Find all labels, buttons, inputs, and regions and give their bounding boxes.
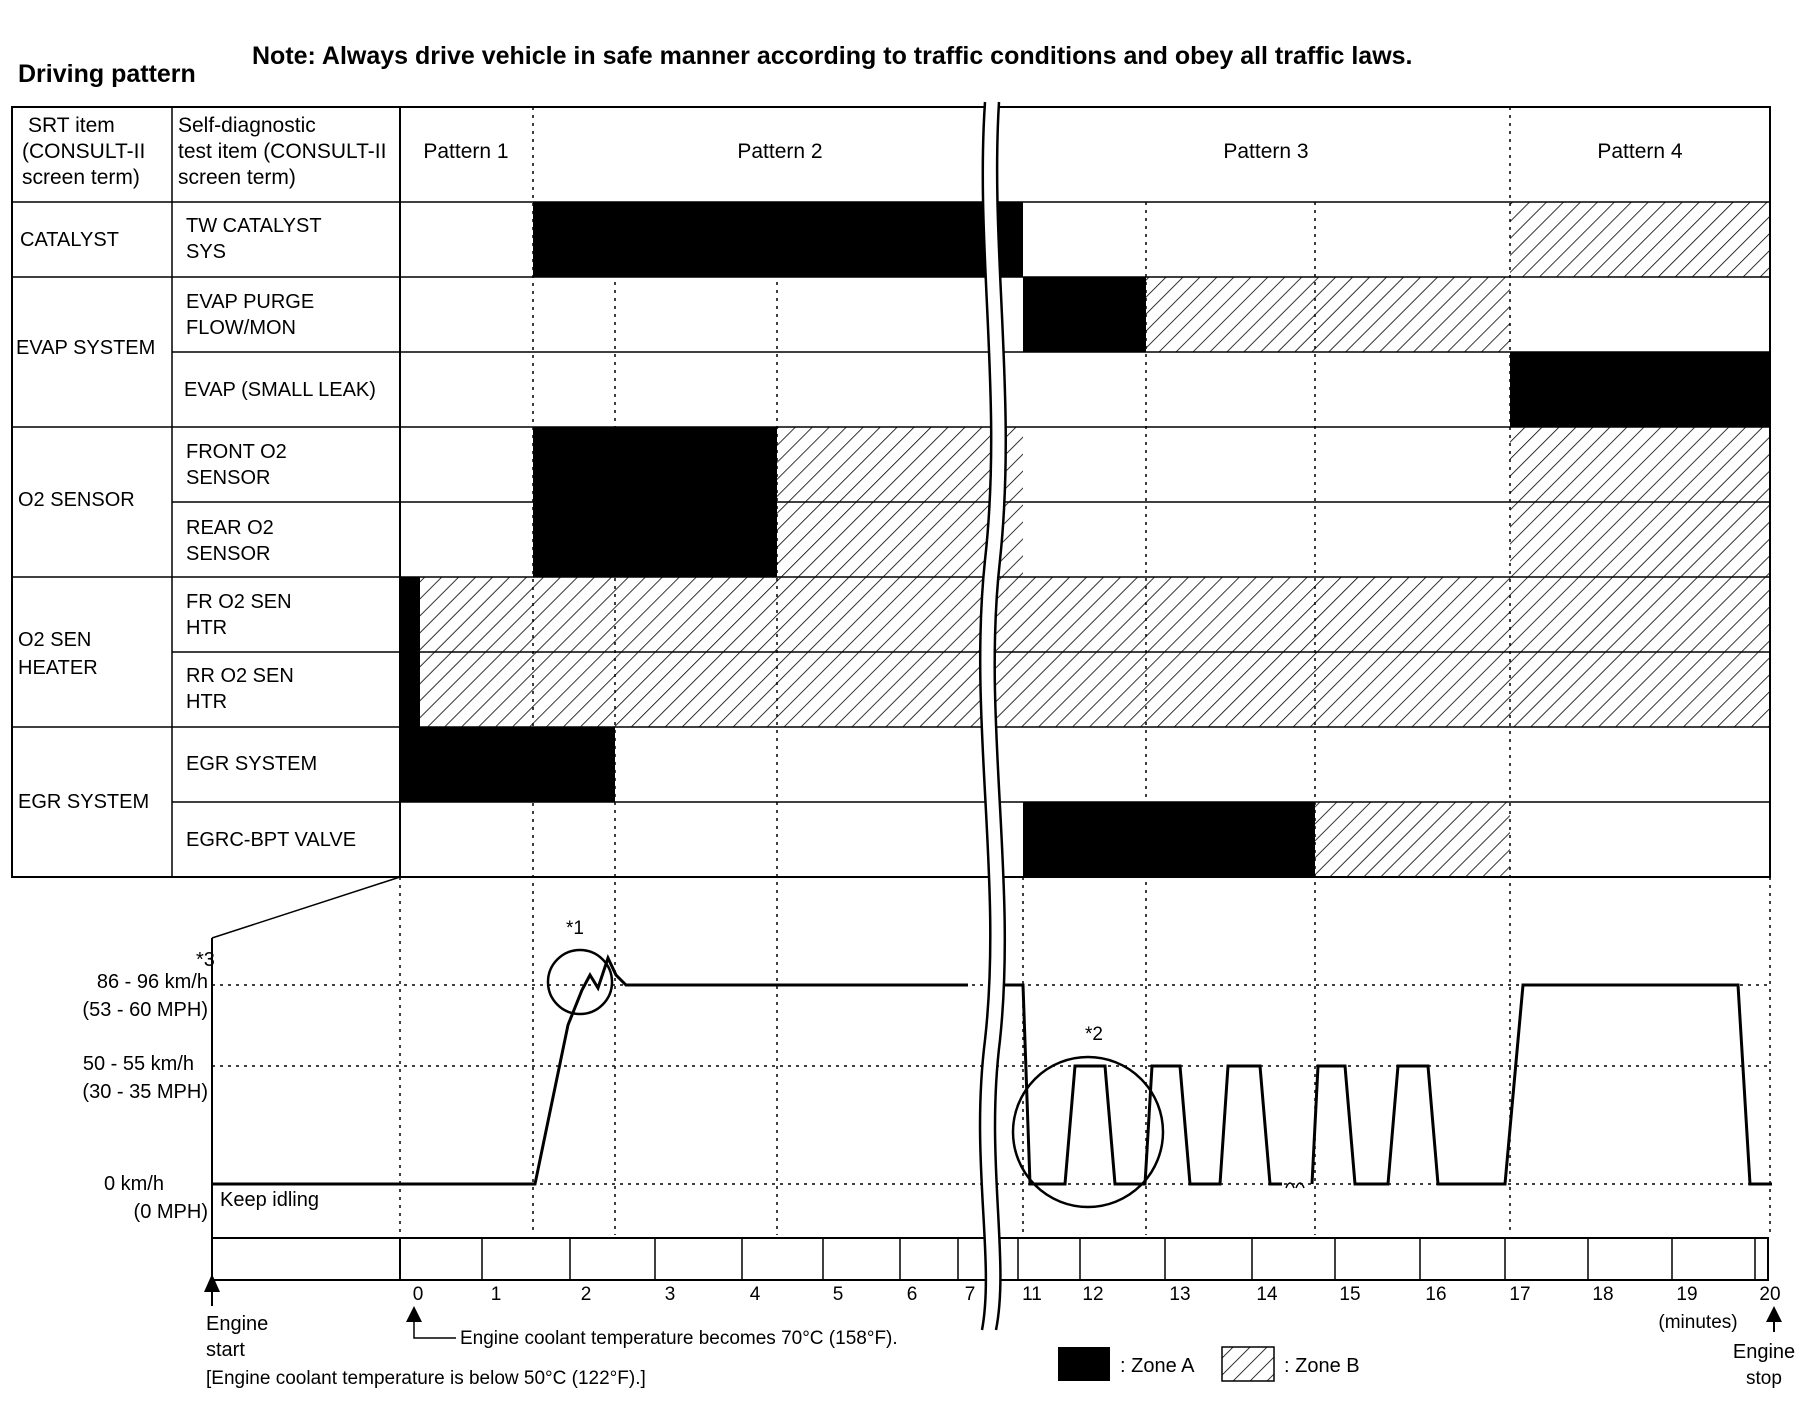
group-label-evap: EVAP SYSTEM	[16, 337, 156, 359]
srt-header-line3: screen term)	[22, 166, 140, 189]
speed-trace-part3	[1312, 985, 1772, 1184]
srt-header-line1: SRT item	[28, 114, 115, 137]
engine-stop-line2: stop	[1746, 1368, 1782, 1389]
zone-b-egrc-bpt	[1315, 802, 1510, 877]
speed-label-high-mph: (53 - 60 MPH)	[82, 999, 208, 1021]
group-label-egr: EGR SYSTEM	[18, 791, 150, 813]
tick-20: 20	[1759, 1284, 1781, 1305]
legend-zone-b-label: : Zone B	[1284, 1355, 1360, 1377]
legend	[1058, 1347, 1360, 1381]
tick-5: 5	[832, 1284, 844, 1305]
marker-circle-1	[548, 950, 612, 1014]
engine-start-line2: start	[206, 1339, 245, 1361]
tick-16: 16	[1425, 1284, 1447, 1305]
selfdiag-header-line2: test item (CONSULT-II	[178, 140, 387, 163]
marker-circle-2	[1013, 1057, 1163, 1207]
item-fr-o2-htr-1: FR O2 SEN	[186, 591, 292, 613]
legend-zone-a-label: : Zone A	[1120, 1355, 1195, 1377]
zone-b-evap-purge	[1146, 277, 1510, 352]
speed-label-mid-kmh: 50 - 55 km/h	[82, 1053, 194, 1075]
srt-header-line2: (CONSULT-II	[22, 140, 146, 163]
marker-3: *3	[196, 949, 215, 971]
coolant-note: Engine coolant temperature becomes 70°C (158°F).	[460, 1328, 898, 1349]
time-tick-labels	[413, 1284, 1781, 1333]
item-rr-o2-htr-2: HTR	[186, 691, 228, 713]
item-egr-system: EGR SYSTEM	[186, 753, 318, 775]
speed-label-zero-mph: (0 MPH)	[133, 1201, 208, 1223]
tick-13: 13	[1169, 1284, 1191, 1305]
item-front-o2-1: FRONT O2	[186, 441, 287, 463]
item-tw-catalyst-1: TW CATALYST	[186, 215, 322, 237]
tick-0: 0	[412, 1284, 424, 1305]
coolant-annotation	[406, 1306, 898, 1349]
speed-label-high-kmh: 86 - 96 km/h	[96, 971, 208, 993]
tick-19: 19	[1676, 1284, 1698, 1305]
tick-12: 12	[1082, 1284, 1104, 1305]
tick-14: 14	[1256, 1284, 1278, 1305]
engine-stop-annotation	[1733, 1306, 1795, 1389]
speed-trace-part1	[212, 958, 968, 1184]
tick-4: 4	[749, 1284, 761, 1305]
pattern-2-header: Pattern 2	[737, 140, 823, 163]
tick-1: 1	[490, 1284, 502, 1305]
legend-zone-a-swatch	[1058, 1347, 1110, 1381]
selfdiag-header-line3: screen term)	[178, 166, 296, 189]
marker-2: *2	[1085, 1024, 1103, 1045]
item-rear-o2-1: REAR O2	[186, 517, 274, 539]
tick-7: 7	[964, 1284, 976, 1305]
group-label-o2-heater-1: O2 SEN	[18, 629, 92, 651]
pattern-1-header: Pattern 1	[423, 140, 509, 163]
item-rear-o2-2: SENSOR	[186, 543, 271, 565]
engine-start-note: [Engine coolant temperature is below 50°C (122°F).]	[206, 1368, 646, 1389]
item-evap-purge-1: EVAP PURGE	[186, 291, 315, 313]
minutes-label: (minutes)	[1658, 1312, 1738, 1333]
tick-15: 15	[1339, 1284, 1361, 1305]
keep-idling-label: Keep idling	[220, 1189, 319, 1211]
row-labels	[16, 215, 376, 851]
legend-zone-b-swatch	[1222, 1347, 1274, 1381]
pattern-4-header: Pattern 4	[1597, 140, 1683, 163]
zone-fills	[400, 202, 1770, 877]
item-evap-purge-2: FLOW/MON	[186, 317, 296, 339]
item-fr-o2-htr-2: HTR	[186, 617, 228, 639]
item-evap-small-leak: EVAP (SMALL LEAK)	[184, 379, 376, 401]
item-tw-catalyst-2: SYS	[186, 241, 227, 263]
item-egrc-bpt: EGRC-BPT VALVE	[186, 829, 357, 851]
zone-a-egr-system	[400, 727, 615, 802]
marker-1: *1	[566, 918, 584, 939]
zone-a-evap-purge	[1023, 277, 1146, 352]
safety-note: Note: Always drive vehicle in safe manner according to traffic conditions and obey all traffic laws.	[252, 42, 1413, 70]
speed-chart	[82, 877, 1772, 1282]
tick-6: 6	[906, 1284, 918, 1305]
tick-11: 11	[1022, 1284, 1042, 1305]
selfdiag-header-line1: Self-diagnostic	[178, 114, 316, 137]
tick-18: 18	[1592, 1284, 1614, 1305]
diagram-title: Driving pattern	[18, 60, 196, 88]
tick-2: 2	[580, 1284, 592, 1305]
engine-start-line1: Engine	[206, 1313, 269, 1335]
speed-label-mid-mph: (30 - 35 MPH)	[82, 1081, 208, 1103]
tick-17: 17	[1509, 1284, 1531, 1305]
speed-label-zero-kmh: 0 km/h	[103, 1173, 164, 1195]
zone-b-catalyst	[1510, 202, 1770, 277]
group-label-catalyst: CATALYST	[20, 229, 119, 251]
tick-3: 3	[664, 1284, 676, 1305]
engine-stop-line1: Engine	[1732, 1341, 1796, 1363]
group-label-o2-heater-2: HEATER	[18, 657, 98, 679]
table-header	[22, 114, 1683, 189]
zone-a-egrc-bpt	[1023, 802, 1315, 877]
zone-a-evap-small-leak	[1510, 352, 1770, 427]
group-label-o2-sensor: O2 SENSOR	[18, 489, 135, 511]
item-rr-o2-htr-1: RR O2 SEN	[186, 665, 294, 687]
speed-trace-part2	[990, 985, 1282, 1184]
zone-a-catalyst	[533, 202, 1023, 277]
item-front-o2-2: SENSOR	[186, 467, 271, 489]
pattern-3-header: Pattern 3	[1223, 140, 1309, 163]
